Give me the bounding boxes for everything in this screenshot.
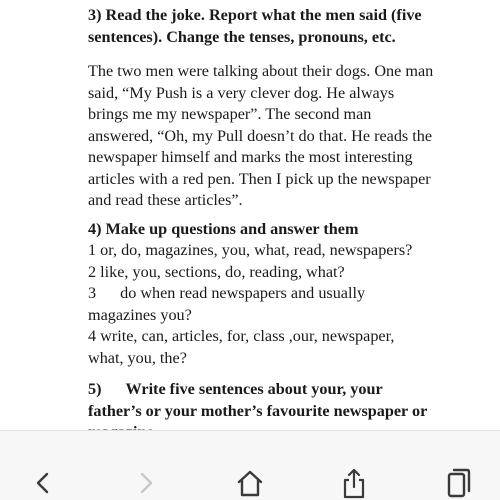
section-3-heading-line: 3) Read the joke. Report what the men said (five xyxy=(88,6,422,24)
joke-line: said, “My Push is a very clever dog. He always xyxy=(88,83,395,102)
question-item-3-cont: magazines you? xyxy=(88,305,192,324)
question-item-3-number: 3 xyxy=(88,284,97,302)
home-button[interactable] xyxy=(232,465,268,500)
forward-button[interactable] xyxy=(128,465,164,500)
forward-icon xyxy=(136,471,156,495)
back-button[interactable] xyxy=(25,465,61,500)
joke-line: answered, “Oh, my Pull doesn’t do that. He reads the xyxy=(88,126,433,145)
document-content xyxy=(88,5,498,444)
joke-line: articles with a red pen. Then I pick up the newspaper xyxy=(88,169,431,188)
section-5-heading-line xyxy=(88,379,498,401)
section-5-number: 5) xyxy=(88,380,102,398)
section-5-text: Write five sentences about your, your xyxy=(125,380,383,398)
joke-line: newspaper himself and marks the most interesting xyxy=(88,148,413,166)
question-item-3 xyxy=(88,283,498,305)
section-3-heading-line: sentences). Change the tenses, pronouns, etc. xyxy=(88,27,396,46)
share-icon xyxy=(339,467,369,499)
browser-bottom-toolbar xyxy=(0,430,500,500)
question-item-4: 4 write, can, articles, for, class ,our, newspaper, xyxy=(88,327,395,345)
section-4-heading-line: 4) Make up questions and answer them xyxy=(88,219,359,238)
tabs-button[interactable] xyxy=(440,465,476,500)
tabs-icon xyxy=(443,467,473,499)
joke-line: brings me my newspaper”. The second man xyxy=(88,105,372,123)
back-icon xyxy=(33,471,53,495)
question-item-3-text: do when read newspapers and usually xyxy=(120,284,366,302)
section-5-heading-line: father’s or your mother’s favourite newspaper or xyxy=(88,401,428,420)
question-item-2: 2 like, you, sections, do, reading, what? xyxy=(88,262,345,281)
section-3-heading xyxy=(88,5,498,48)
question-item-4-cont: what, you, the? xyxy=(88,348,187,367)
section-4-items xyxy=(88,240,498,369)
joke-line: and read these articles”. xyxy=(88,191,243,209)
home-icon xyxy=(235,468,265,498)
share-button[interactable] xyxy=(336,465,372,500)
question-item-1: 1 or, do, magazines, you, what, read, newspapers? xyxy=(88,241,413,259)
section-4-heading xyxy=(88,219,498,241)
joke-line: The two men were talking about their dogs. One man xyxy=(88,62,434,80)
joke-paragraph xyxy=(88,61,498,212)
